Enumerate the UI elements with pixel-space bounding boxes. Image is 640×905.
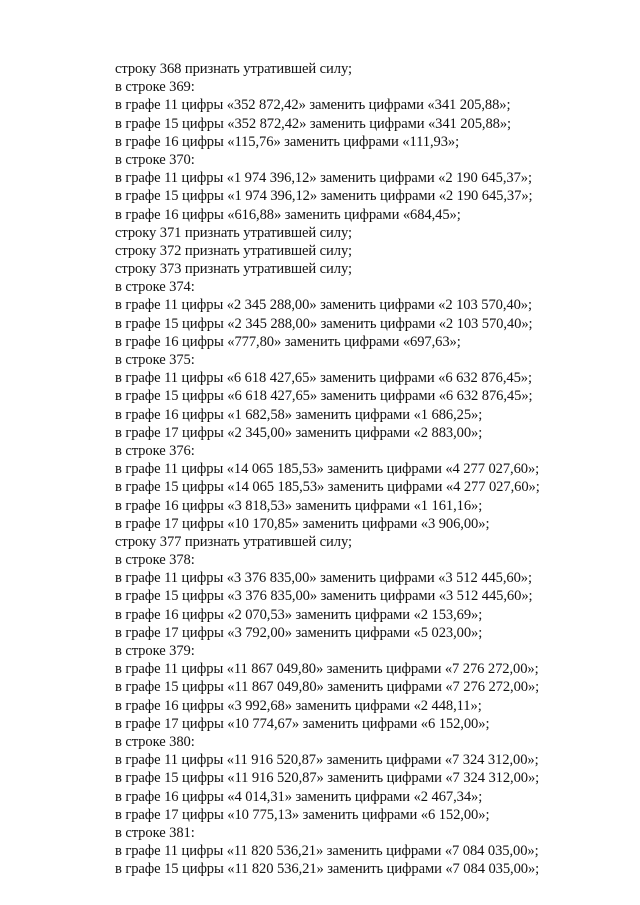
document-line: в графе 16 цифры «115,76» заменить цифрами «111,93»;	[115, 133, 460, 150]
document-line: в графе 16 цифры «3 992,68» заменить цифрами «2 448,11»;	[115, 697, 482, 714]
document-line: в графе 17 цифры «10 775,13» заменить цифрами «6 152,00»;	[115, 806, 490, 823]
document-line: в графе 15 цифры «11 867 049,80» заменить цифрами «7 276 272,00»;	[115, 679, 540, 696]
document-line: в графе 11 цифры «11 916 520,87» заменить цифрами «7 324 312,00»;	[115, 752, 539, 769]
document-line: в графе 15 цифры «14 065 185,53» заменить цифрами «4 277 027,60»;	[115, 479, 540, 496]
document-line: в графе 16 цифры «1 682,58» заменить цифрами «1 686,25»;	[115, 406, 483, 423]
document-line: в графе 11 цифры «14 065 185,53» заменить цифрами «4 277 027,60»;	[115, 461, 540, 478]
document-line: строку 373 признать утратившей силу;	[115, 261, 352, 278]
document-line: строку 371 признать утратившей силу;	[115, 224, 352, 241]
document-line: в графе 17 цифры «10 170,85» заменить цифрами «3 906,00»;	[115, 515, 490, 532]
document-line: в графе 16 цифры «3 818,53» заменить цифрами «1 161,16»;	[115, 497, 483, 514]
document-line: в строке 381:	[115, 824, 195, 841]
document-line: в графе 17 цифры «2 345,00» заменить цифрами «2 883,00»;	[115, 424, 483, 441]
document-line: в графе 11 цифры «2 345 288,00» заменить цифрами «2 103 570,40»;	[115, 297, 532, 314]
document-line: в графе 11 цифры «11 820 536,21» заменить цифрами «7 084 035,00»;	[115, 843, 539, 860]
document-line: в строке 369:	[115, 79, 195, 96]
document-line: в строке 376:	[115, 442, 195, 459]
document-line: в графе 17 цифры «3 792,00» заменить цифрами «5 023,00»;	[115, 624, 483, 641]
document-line: в графе 16 цифры «616,88» заменить цифрами «684,45»;	[115, 206, 461, 223]
document-line: в графе 15 цифры «6 618 427,65» заменить цифрами «6 632 876,45»;	[115, 388, 533, 405]
document-line: строку 368 признать утратившей силу;	[115, 61, 352, 77]
document-line: в графе 15 цифры «11 916 520,87» заменить цифрами «7 324 312,00»;	[115, 770, 540, 787]
document-line: в графе 11 цифры «1 974 396,12» заменить цифрами «2 190 645,37»;	[115, 170, 532, 187]
document-line: в графе 16 цифры «4 014,31» заменить цифрами «2 467,34»;	[115, 788, 483, 805]
document-line: в графе 15 цифры «3 376 835,00» заменить цифрами «3 512 445,60»;	[115, 588, 533, 605]
document-line: в графе 17 цифры «10 774,67» заменить цифрами «6 152,00»;	[115, 715, 490, 732]
document-line: в графе 15 цифры «1 974 396,12» заменить цифрами «2 190 645,37»;	[115, 188, 533, 205]
document-line: в графе 16 цифры «777,80» заменить цифрами «697,63»;	[115, 333, 461, 350]
document-line: в графе 11 цифры «352 872,42» заменить цифрами «341 205,88»;	[115, 97, 511, 114]
document-line: в строке 380:	[115, 733, 195, 750]
document-line: в строке 374:	[115, 279, 195, 296]
document-line: в графе 15 цифры «352 872,42» заменить цифрами «341 205,88»;	[115, 115, 511, 132]
document-line: в графе 11 цифры «11 867 049,80» заменить цифрами «7 276 272,00»;	[115, 661, 539, 678]
document-line: строку 377 признать утратившей силу;	[115, 533, 352, 550]
document-line: в строке 378:	[115, 552, 195, 569]
document-line: в графе 15 цифры «11 820 536,21» заменить цифрами «7 084 035,00»;	[115, 861, 540, 878]
document-line: в строке 370:	[115, 151, 195, 168]
document-body	[115, 60, 615, 878]
document-line: в строке 379:	[115, 643, 195, 659]
document-line: в графе 11 цифры «3 376 835,00» заменить цифрами «3 512 445,60»;	[115, 570, 532, 587]
document-line: строку 372 признать утратившей силу;	[115, 242, 352, 259]
document-line: в графе 11 цифры «6 618 427,65» заменить цифрами «6 632 876,45»;	[115, 370, 532, 387]
document-line: в графе 15 цифры «2 345 288,00» заменить цифрами «2 103 570,40»;	[115, 315, 533, 332]
document-line: в строке 375:	[115, 352, 195, 368]
document-line: в графе 16 цифры «2 070,53» заменить цифрами «2 153,69»;	[115, 606, 483, 623]
